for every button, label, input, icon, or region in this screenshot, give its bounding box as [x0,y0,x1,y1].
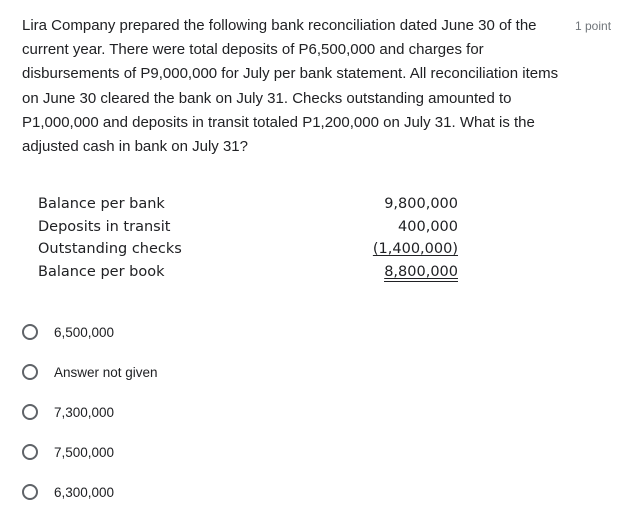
radio-button-icon[interactable] [22,484,38,500]
option-3[interactable] [22,392,158,432]
recon-label: Deposits in transit [38,218,171,235]
radio-button-icon[interactable] [22,364,38,380]
points-label: 1 point [575,19,612,33]
option-2[interactable] [22,352,158,392]
recon-value: 400,000 [398,218,458,235]
radio-button-icon[interactable] [22,404,38,420]
option-5[interactable] [22,472,158,512]
recon-label: Outstanding checks [38,241,182,258]
recon-value: (1,400,000) [372,241,458,258]
recon-row-balance-per-book [38,264,462,287]
option-1[interactable] [22,312,158,352]
question-text: Lira Company prepared the following bank reconciliation dated June 30 of the current year. There were total deposits of P6,500,000 and charges for disbursements of P9,000,000 for July per bank statement. All reconciliation items on June 30 cleared the bank on July 31. Checks outstanding amounted to P1,000,000 and deposits in transit totaled P1,200,000 on July 31. What is the adjusted cash in bank on July 31? [22,17,559,156]
recon-value: 9,800,000 [384,196,458,212]
reconciliation-table [38,196,462,286]
recon-row-deposits-in-transit [38,219,462,242]
recon-value: 8,800,000 [384,263,458,280]
option-label: 7,300,000 [54,404,115,420]
recon-row-balance-per-bank [38,196,462,219]
option-label: Answer not given [54,364,158,380]
recon-label: Balance per book [38,263,165,280]
radio-button-icon[interactable] [22,444,38,460]
option-label: 7,500,000 [54,444,115,460]
answer-options [22,312,158,512]
recon-row-outstanding-checks [38,241,462,264]
option-label: 6,300,000 [54,484,115,500]
radio-button-icon[interactable] [22,324,38,340]
option-4[interactable] [22,432,158,472]
option-label: 6,500,000 [54,324,115,340]
recon-label: Balance per bank [38,196,165,212]
